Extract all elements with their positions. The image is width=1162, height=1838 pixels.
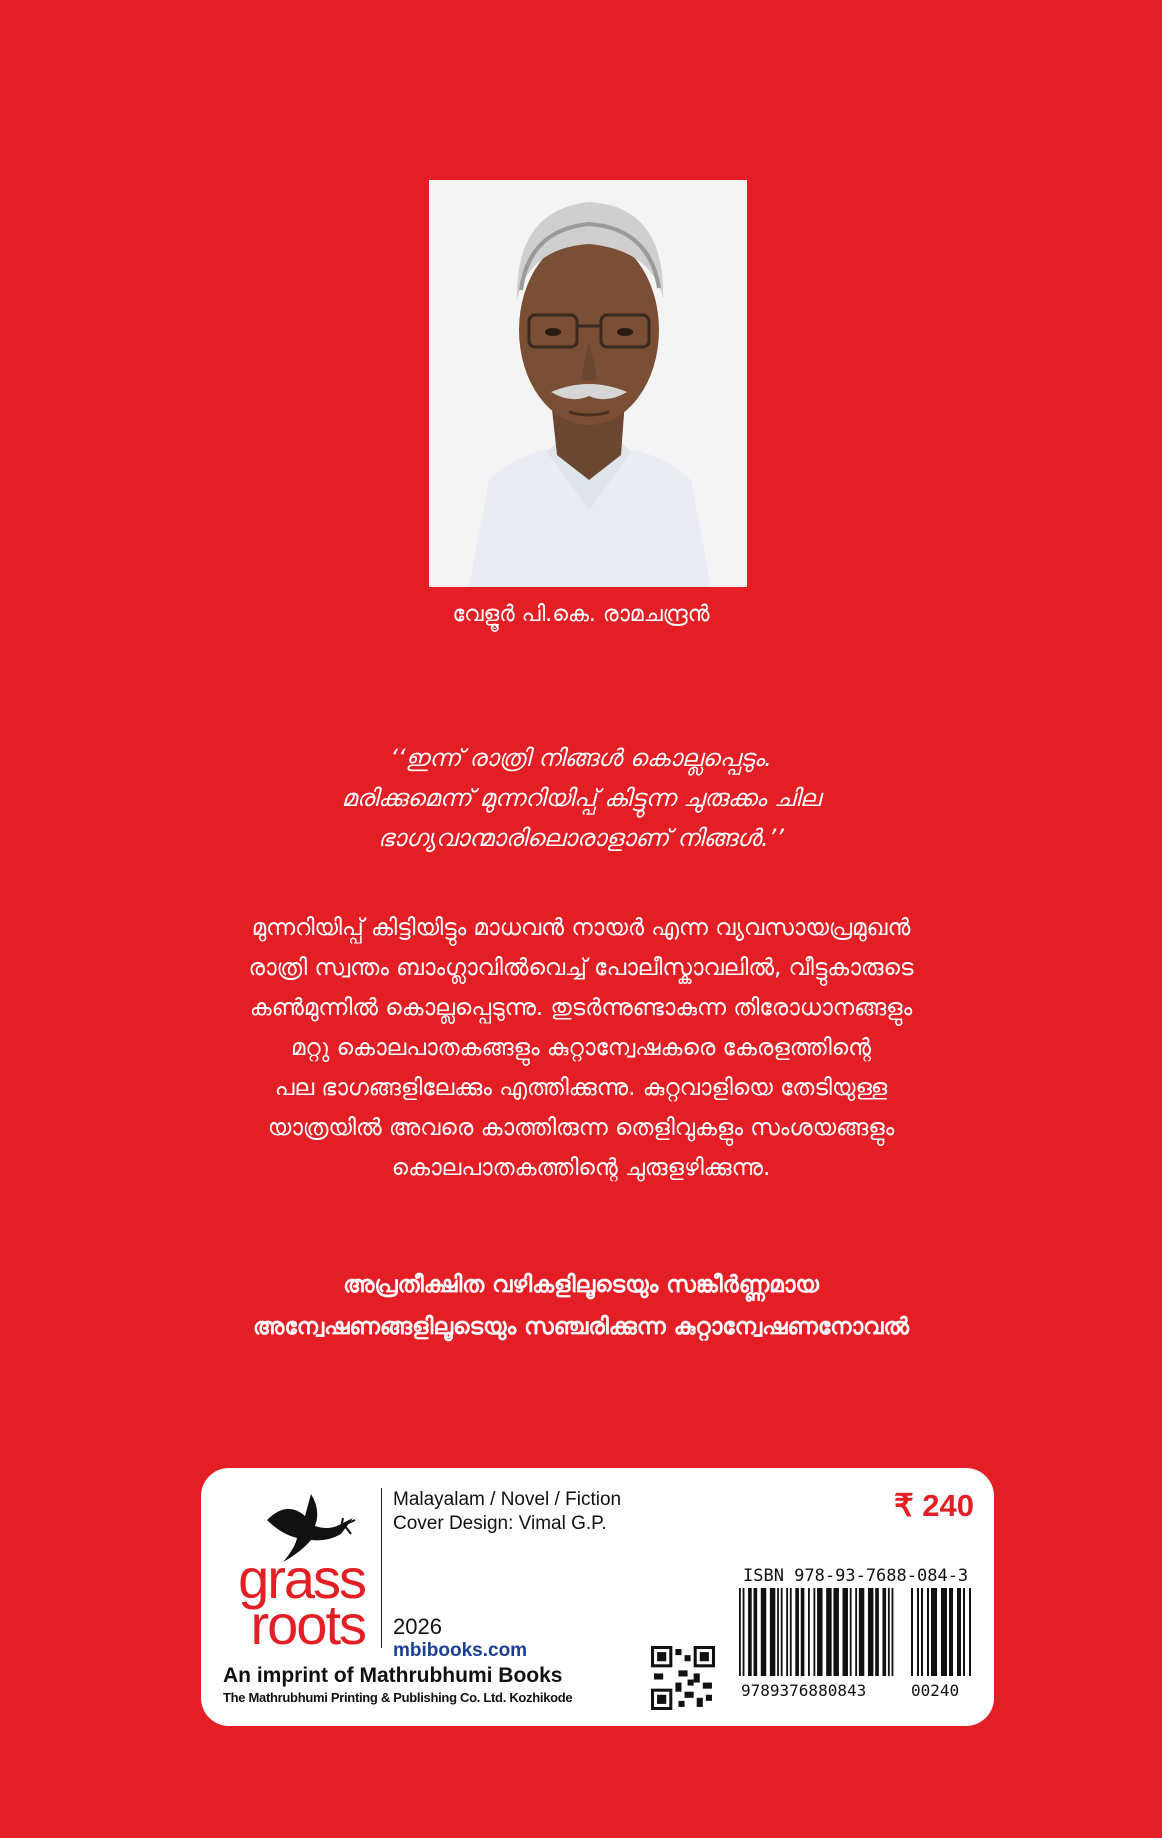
barcode-bar xyxy=(754,1588,758,1676)
publisher-logo xyxy=(225,1547,365,1656)
synopsis-line: യാത്രയിൽ അവരെ കാത്തിരുന്ന തെളിവുകളും സംശയങ്ങളും xyxy=(267,1115,895,1141)
barcode-bar xyxy=(917,1588,919,1676)
quote-line: ‘‘ഇന്ന് രാത്രി നിങ്ങൾ കൊല്ലപ്പെടും. xyxy=(390,744,772,772)
category-label: Malayalam / Novel / Fiction xyxy=(393,1489,622,1510)
barcode-bar xyxy=(786,1588,788,1676)
barcode-bar xyxy=(843,1588,848,1676)
barcode-number: 9789376880843 xyxy=(741,1681,867,1700)
author-photo xyxy=(429,180,747,587)
synopsis-line: രാത്രി സ്വന്തം ബാംഗ്ലാവിൽവെച്ച് പോലീസ്കാവലിൽ, വീട്ടുകാരുടെ xyxy=(248,955,914,981)
cover-design-label: Cover Design: Vimal G.P. xyxy=(393,1513,607,1534)
barcode-bar xyxy=(941,1588,947,1676)
quote-line: ഭാഗ്യവാന്മാരിലൊരാളാണ് നിങ്ങൾ.’’ xyxy=(378,824,784,852)
isbn-barcode xyxy=(739,1588,975,1700)
publication-year: 2026 xyxy=(393,1614,442,1639)
barcode-bar xyxy=(826,1588,831,1676)
barcode-bar xyxy=(921,1588,923,1676)
barcode-bar xyxy=(868,1588,873,1676)
barcode-bar xyxy=(790,1588,792,1676)
book-meta xyxy=(393,1488,621,1536)
price-label: ₹ 240 xyxy=(893,1488,974,1523)
synopsis-line: കൺമുന്നിൽ കൊല്ലപ്പെടുന്നു. തുടർന്നുണ്ടാകുന്ന തിരോധാനങ്ങളും xyxy=(249,995,913,1021)
barcode-bar xyxy=(931,1588,937,1676)
barcode-addon-number: 00240 xyxy=(911,1681,960,1700)
website-label: mbibooks.com xyxy=(393,1640,528,1661)
barcode-bar xyxy=(817,1588,822,1676)
barcode-bar xyxy=(781,1588,783,1676)
divider xyxy=(381,1488,382,1648)
barcode-bar xyxy=(801,1588,805,1676)
tagline xyxy=(0,1264,1162,1348)
tagline-line: അപ്രതീക്ഷിത വഴികളിലൂടെയും സങ്കീർണ്ണമായ xyxy=(343,1272,819,1298)
logo-text-line: roots xyxy=(250,1593,365,1656)
logo-text-line: grass xyxy=(238,1547,365,1610)
barcode-bar xyxy=(743,1588,745,1676)
barcode-bar xyxy=(888,1588,890,1676)
barcode-bar xyxy=(795,1588,799,1676)
author-portrait-image xyxy=(429,180,747,587)
barcode-bar xyxy=(957,1588,961,1676)
barcode-bar xyxy=(777,1588,779,1676)
barcode-bar xyxy=(969,1588,971,1676)
synopsis-line: മുന്നറിയിപ്പ് കിട്ടിയിട്ടും മാധവൻ നായർ എന്ന വ്യവസായപ്രമുഖൻ xyxy=(251,915,911,941)
barcode-bar xyxy=(882,1588,886,1676)
quote-line: മരിക്കുമെന്ന് മുന്നറിയിപ്പ് കിട്ടുന്ന ചുരുക്കം ചില xyxy=(341,784,821,812)
barcode-bar xyxy=(963,1588,965,1676)
synopsis-line: കൊലപാതകത്തിന്റെ ചുരുളഴിക്കുന്നു. xyxy=(391,1155,771,1181)
tagline-line: അന്വേഷണങ്ങളിലൂടെയും സഞ്ചരിക്കുന്ന കുറ്റാന്വേഷണനോവൽ xyxy=(253,1314,909,1340)
barcode-bar xyxy=(833,1588,838,1676)
barcode-bar xyxy=(875,1588,879,1676)
qr-code-icon xyxy=(651,1646,715,1710)
synopsis-line: മറ്റു കൊലപാതകങ്ങളും കുറ്റാന്വേഷകരെ കേരളത്തിന്റെ xyxy=(290,1035,871,1061)
barcode-bar xyxy=(739,1588,741,1676)
barcode-bar xyxy=(761,1588,766,1676)
barcode-bar xyxy=(949,1588,953,1676)
pull-quote xyxy=(0,738,1162,858)
imprint-label: An imprint of Mathrubhumi Books xyxy=(223,1664,563,1687)
printer-label: The Mathrubhumi Printing & Publishing Co. Ltd. Kozhikode xyxy=(223,1690,573,1705)
publisher-info-panel xyxy=(201,1468,994,1726)
barcode-bar xyxy=(911,1588,913,1676)
isbn-label: ISBN 978-93-7688-084-3 xyxy=(743,1566,969,1586)
synopsis xyxy=(0,908,1162,1188)
barcode-bar xyxy=(850,1588,852,1676)
barcode-bar xyxy=(770,1588,775,1676)
barcode-bar xyxy=(927,1588,929,1676)
barcode-bar xyxy=(892,1588,894,1676)
barcode-bar xyxy=(855,1588,857,1676)
barcode-bar xyxy=(748,1588,752,1676)
author-name-caption: വേളൂർ പി.കെ. രാമചന്ദ്രൻ xyxy=(452,602,710,627)
barcode-bar xyxy=(813,1588,815,1676)
synopsis-line: പല ഭാഗങ്ങളിലേക്കും എത്തിക്കുന്നു. കുറ്റവാളിയെ തേടിയുള്ള xyxy=(274,1075,888,1101)
barcode-bar xyxy=(859,1588,864,1676)
barcode-bar xyxy=(808,1588,810,1676)
